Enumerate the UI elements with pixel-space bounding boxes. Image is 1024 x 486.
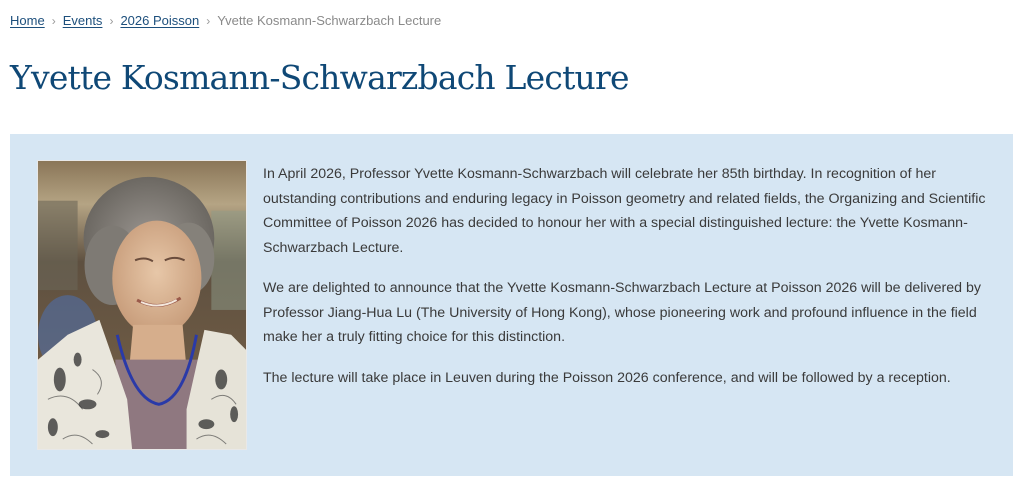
lecture-description [263,162,993,406]
breadcrumb-separator: › [109,14,114,28]
portrait-photo [37,160,247,450]
breadcrumb-poisson-link[interactable]: 2026 Poisson [120,13,200,28]
paragraph-venue: The lecture will take place in Leuven during the Poisson 2026 conference, and will be followed by a reception. [263,369,951,386]
paragraph-announcement: In April 2026, Professor Yvette Kosmann-Schwarzbach will celebrate her 85th birthday. In recognition of her outstanding contributions and enduring legacy in Poisson geometry and related fields, the Organizing and Scientific Committee of Poisson 2026 has decided to honour her with a special distinguished lecture: the Yvette Kosmann-Schwarzbach Lecture. [263,166,986,256]
breadcrumb-events-link[interactable]: Events [62,13,103,28]
breadcrumb [10,12,441,30]
page-title: Yvette Kosmann-Schwarzbach Lecture [10,58,629,97]
breadcrumb-current: Yvette Kosmann-Schwarzbach Lecture [217,13,442,28]
breadcrumb-separator: › [206,14,211,28]
breadcrumb-separator: › [51,14,56,28]
breadcrumb-home-link[interactable]: Home [10,13,45,28]
paragraph-speaker: We are delighted to announce that the Yvette Kosmann-Schwarzbach Lecture at Poisson 2026 will be delivered by Professor Jiang-Hua Lu (The University of Hong Kong), whose pioneering work and profound influence in the field make her a truly fitting choice for this distinction. [263,280,981,345]
lecture-info-panel [10,134,1013,476]
portrait-image-icon [38,161,246,449]
